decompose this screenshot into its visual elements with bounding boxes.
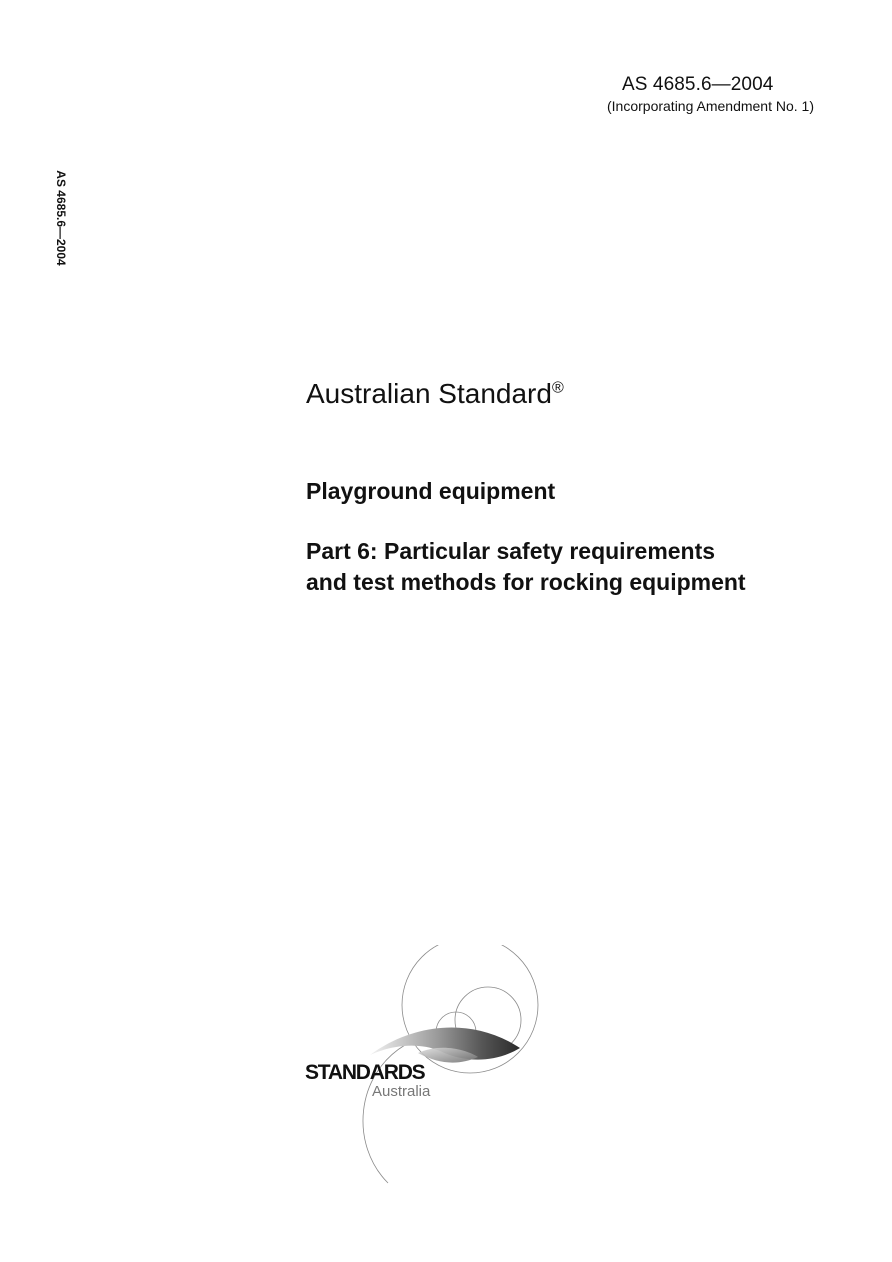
logo-word-australia: Australia [372,1083,431,1100]
spine-label [50,160,72,276]
logo-word-standards: STANDARDS [305,1061,425,1084]
amendment-note: (Incorporating Amendment No. 1) [607,98,814,114]
part-title-line-1: Part 6: Particular safety requirements [306,538,716,564]
part-title-line-2: and test methods for rocking equipment [306,569,746,595]
standards-australia-logo [300,945,550,1190]
main-title: Playground equipment [306,478,556,504]
part-title [306,536,746,598]
document-number: AS 4685.6—2004 [622,74,774,95]
standard-type-text: Australian Standard [306,378,552,409]
registered-mark: ® [551,379,564,397]
standard-type [306,378,564,410]
spine-text: AS 4685.6—2004 [54,170,68,266]
